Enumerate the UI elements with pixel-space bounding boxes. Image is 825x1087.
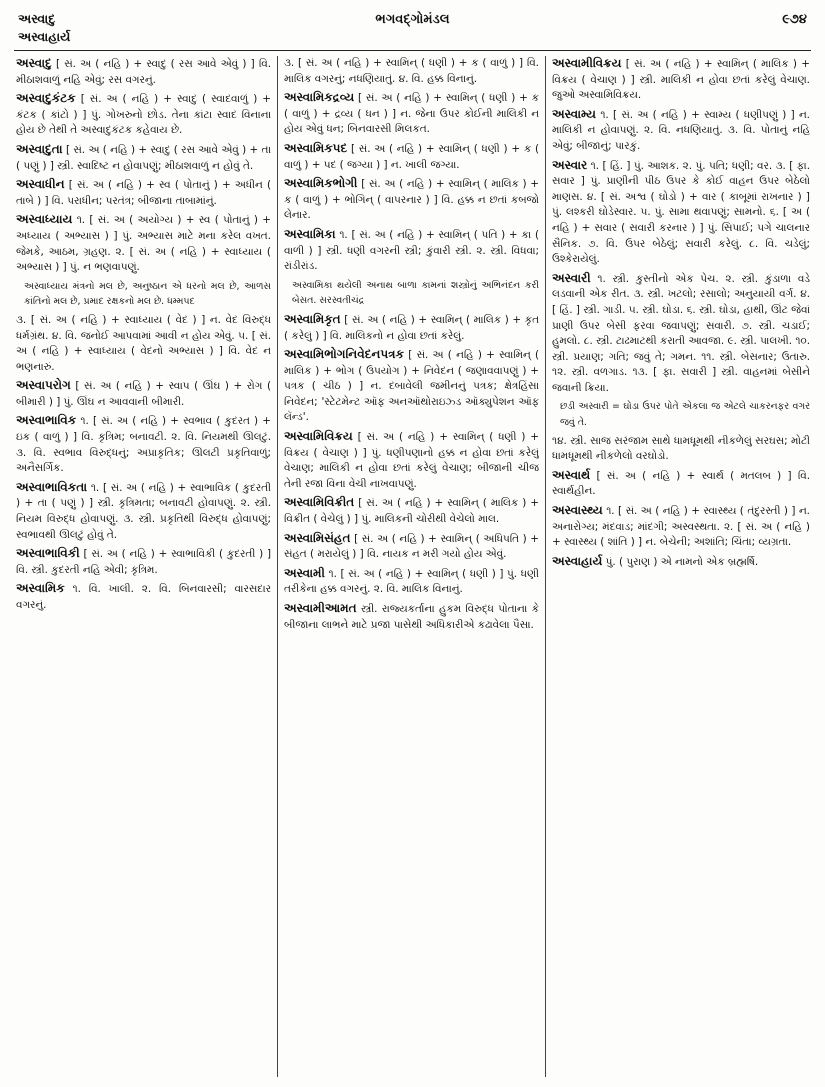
definition: [ સં. અ ( નહિ ) + સ્વામિન્ ( ધણી ) + ક ( વાળું ) + પદ ( જગ્યા ) ] ન. ખાલી જગ્યા. (284, 142, 539, 171)
page-title: ભગવદ્ગોમંડલ (375, 12, 450, 27)
headword: અસ્વામી (284, 565, 325, 580)
dictionary-entry (552, 554, 810, 571)
headword: અસ્વામિક (16, 581, 65, 596)
definition: પું. ( પુરાણ ) એ નામનો એક બ્રહ્મર્ષિ. (605, 555, 759, 568)
quotation (292, 278, 539, 309)
headword: અસ્વાદુ (16, 56, 52, 70)
dictionary-entry (284, 90, 539, 138)
dictionary-entry (552, 434, 810, 465)
definition: ૧. [ સં. અ ( નહિ ) + સ્વામિન્ ( પતિ ) + કા ( વાળી ) ] સ્ત્રી. ધણી વગરની સ્ત્રી; કુંવારી સ્ત્રી. ૨. સ્ત્રી. વિધવા; રાંડીરાંડ. (284, 228, 539, 273)
dictionary-entry (16, 91, 271, 139)
headword: અસ્વારી (552, 270, 591, 285)
definition: ૧. [ સં. અ ( નહિ ) + સ્વાભાવિક ( કુદરતી ) + તા ( પણું ) ] સ્ત્રી. કૃત્રિમતા; બનાવટી હોવાપણું. ૨. સ્ત્રી. નિયમ વિરુદ્ધ હોવાપણું. ૩. સ્ત્રી. પ્રકૃતિથી વિરુદ્ધ હોવાપણું; સ્વભાવથી ઊલટું હોવું તે. (16, 481, 271, 541)
definition: [ સં. અ ( નહિ ) + સ્વામિન્ ( માલિક ) + કૃત ( કરેલું ) ] વિ. માલિકનો ન હોવા છતાં કરેલું. (284, 313, 539, 342)
dictionary-entry (284, 495, 539, 527)
definition: અસ્વાધ્યાય મંત્રનો મલ છે, અનુષ્ઠાન એ ધરનો મલ છે, આળસ કાંતિનો મલ છે, પ્રમાદ રક્ષકનો મલ છે. ધમ્મપદ (24, 280, 271, 308)
dictionary-entry (552, 158, 810, 268)
headword: અસ્વાભાવિકતા (16, 479, 88, 494)
headword: અસ્વામ્ય (552, 106, 597, 121)
definition: [ સં. અ ( નહિ ) + સ્વામિન્ ( માલિક ) + વિક્રય ( વેચાણ ) ] સ્ત્રી. માલિકી ન હોવા છતાં કરેલું વેચાણ. જુઓ અસ્વામિવિક્રય. (552, 58, 810, 102)
dictionary-entry (284, 227, 539, 275)
headword: અસ્વાપરોગ (16, 378, 71, 393)
definition: ૩. [ સં. અ ( નહિ ) + સ્વાધ્યાય ( વેદ ) ] ન. વેદ વિરુદ્ધ ધર્મગ્રંથ. ૪. વિ. જનોઈ આપવામાં આવી ન હોય એવું. ૫. [ સં. અ ( નહિ ) + સ્વાધ્યાય ( વેદનો અભ્યાસ ) ] વિ. વેદ ન ભણનારું. (16, 313, 271, 373)
definition: [ સં. અ ( નહિ ) + સ્વામિન્ ( ધણી ) + વિક્રય ( વેચાણ ) ] પું. ધણીપણાનો હક્ક ન હોવા છતાં કરેલું વેચાણ; માલિકી ન હોવા છતાં કરેલું વેચાણ; બીજાની ચીજ તેની રજા વિના વેચી નાખવાપણું. (284, 431, 539, 490)
definition: ૧. [ સં. અ ( અયોગ્ય ) + સ્વ ( પોતાનું ) + અધ્યાય ( અભ્યાસ ) ] પું. અભ્યાસ માટે મના કરેલ વખત. જેમકે, આઠમ, ગ્રહણ. ૨. [ સં. અ ( નહિ ) + સ્વાધ્યાય ( અભ્યાસ ) ] પું. ન ભણવાપણું. (16, 214, 271, 274)
headword: અસ્વાભાવિકી (16, 546, 80, 561)
definition: ૧. [ સં. અ ( નહિ ) + સ્વભાવ ( કુદરત ) + ઇક ( વાળું ) ] વિ. કૃત્રિમ; બનાવટી. ૨. વિ. નિયમથી ઊલટું. ૩. વિ. સ્વભાવ વિરુદ્ધનું; અપ્રાકૃતિક; ઊલટી પ્રકૃતિવાળું; અનૈસર્ગિક. (16, 415, 271, 475)
page-number: ૯૭૪ (782, 12, 807, 27)
definition: ૧૪. સ્ત્રી. સાજ સરંજામ સાથે ધામધૂમથી નીકળેલું સરઘસ; મોટી ધામધૂમથી નીકળેલો વરઘોડો. (552, 434, 810, 463)
definition: અસ્વામિકા થયેલી અનાથ બાળા કામનાં શસ્ત્રોનું અભિનંદન કરી બેસત. સરસ્વતીચંદ્ર (292, 279, 539, 307)
definition: ૧. [ સં. અ ( નહિ ) + સ્વાસ્થ્ય ( તંદુરસ્તી ) ] ન. અનારોગ્ય; મંદવાડ; માંદગી; અસ્વસ્થતા. ૨. [ સં. અ ( નહિ ) + સ્વાસ્થ્ય ( શાંતિ ) ] ન. બેચેની; અશાંતિ; ચિંતા; વ્યગ્રતા. (552, 505, 810, 549)
dictionary-entry (284, 56, 539, 87)
quotation (560, 399, 810, 430)
column-2 (284, 56, 539, 1079)
dictionary-entry (16, 581, 271, 613)
headword: અસ્વામિકદ્રવ્ય (284, 90, 355, 105)
definition: [ સં. અ ( નહિ ) + સ્વામિન્ ( અધિપતિ ) + સંહત ( મરાયેલું ) ] વિ. નાયક ન મરી ગયો હોય એવું. (284, 532, 539, 561)
headword: અસ્વાર્થ (552, 467, 591, 482)
headword: અસ્વાર (552, 157, 588, 172)
column-divider (545, 56, 546, 1077)
headword: અસ્વાધ્યાય (16, 212, 73, 227)
headword: અસ્વામિસંહત (284, 530, 351, 545)
headword: અસ્વામિકૃત (284, 311, 341, 326)
dictionary-entry (284, 141, 539, 173)
headword: અસ્વાહાર્ય (552, 553, 603, 568)
column-3 (552, 56, 810, 1079)
quotation (24, 279, 271, 310)
definition: [ સં. અ ( નહિ ) + સ્વાભાવિકી ( કુદરતી ) ] વિ. સ્ત્રી. કુદરતી નહિ એવી; કૃત્રિમ. (16, 548, 271, 576)
dictionary-entry (284, 347, 539, 426)
headword: અસ્વામીઆમત (284, 601, 357, 615)
definition: છડી અસ્વારી = ઘોડા ઉપર પોતે એકલા જ એટલે ચાકરનફર વગર જવું તે. (560, 401, 810, 429)
definition: [ સં. અ ( નહિ ) + સ્વાદુ ( રસ આવે એવું ) + તા ( પણું ) ] સ્ત્રી. સ્વાદિષ્ટ ન હોવાપણું; મીઠાશવાળું ન હોવું તે. (16, 143, 271, 172)
page-header (0, 0, 825, 52)
dictionary-entry (16, 56, 271, 88)
definition: ૧. [ સં. અ ( નહિ ) + સ્વામિન્ ( ધણી ) ] પું. ધણી તરીકેના હક્ક વગરનું. ૨. વિ. માલિક વિનાનું. (284, 567, 539, 596)
column-divider (277, 56, 278, 1077)
headword: અસ્વામિભોગનિવેદનપત્રક (284, 347, 404, 362)
headword: અસ્વામિવિક્રીત (284, 495, 355, 510)
definition: ૧. વિ. ખાલી. ૨. વિ. બિનવારસી; વારસદાર વગરનું. (16, 583, 271, 611)
definition: [ સં. અ ( નહિ ) + સ્વામિન્ ( માલિક ) + ક ( વાળું ) + ભોગિન્ ( વાપરનાર ) ] વિ. હક્ક ન છતાં કબજો લેનાર. (284, 178, 539, 222)
dictionary-entry (16, 378, 271, 410)
dictionary-entry (16, 212, 271, 275)
definition: ૩. [ સં. અ ( નહિ ) + સ્વામિન્ ( ધણી ) + ક ( વાળું ) ] વિ. માલિક વગરનું; નધણિયાતું. ૪. વિ. હક્ક વિનાનું. (284, 57, 539, 85)
dictionary-entry (16, 413, 271, 476)
dictionary-entry (284, 601, 539, 633)
definition: [ સં. અ ( નહિ ) + સ્વાર્થ ( મતલબ ) ] વિ. સ્વાર્થહીન. (552, 469, 810, 498)
dictionary-entry (16, 142, 271, 174)
definition: [ સં. અ ( નહિ ) + સ્વામિન્ ( માલિક ) + વિક્રીત ( વેચેલું ) ] પું. માલિકની ચોરીથી વેચેલો માલ. (284, 497, 539, 526)
dictionary-entry (16, 313, 271, 375)
dictionary-entry (552, 503, 810, 551)
dictionary-entry (16, 546, 271, 578)
headword: અસ્વામિવિક્રય (284, 429, 353, 444)
headword: અસ્વામીવિક્રય (552, 56, 622, 70)
definition: ૧. [ સં. અ ( નહિ ) + સ્વામ્ય ( ધણીપણું ) ] ન. માલિકી ન હોવાપણું. ૨. વિ. નધણિયાતું. ૩. વિ. પોતાનું નહિ એવું; બીજાનું; પારકું. (552, 108, 810, 152)
definition: ૧. સ્ત્રી. કુસ્તીનો એક પેચ. ૨. સ્ત્રી. કુંડાળા વડે લડવાની એક રીત. ૩. સ્ત્રી. ખટલો; રસાલો; અનુયાયી વર્ગ. ૪. [ હિં. ] સ્ત્રી. ગાડી. ૫. સ્ત્રી. ઘોડા. ૬. સ્ત્રી. ઘોડા, હાથી, ઊંટ જેવાં પ્રાણી ઉપર બેસી ફરવા જવાપણું; સવારી. ૭. સ્ત્રી. ચડાઈ; હુમલો. ૮. સ્ત્રી. ટાઢમાટથી કરાતી આવજા. ૯. સ્ત્રી. પાલખી. ૧૦. સ્ત્રી. પ્રયાણ; ગતિ; જવું તે; ગમન. ૧૧. સ્ત્રી. બેસનાર; ઉતારુ. ૧૨. સ્ત્રી. વળગાડ. ૧૩. [ ફા. સવારી ] સ્ત્રી. વાહનમાં બેસીને જવાની ક્રિયા. (552, 272, 810, 394)
guide-word-first: અસ્વાદુ (18, 11, 56, 26)
headword: અસ્વાધીન (16, 177, 65, 192)
headword: અસ્વાદુતા (16, 141, 63, 156)
dictionary-entry (284, 429, 539, 492)
headword: અસ્વાભાવિક (16, 413, 77, 428)
headword: અસ્વામિકપદ (284, 140, 348, 155)
dictionary-entry (552, 468, 810, 500)
header-rule (14, 50, 811, 51)
dictionary-entry (16, 177, 271, 209)
dictionary-entry (552, 107, 810, 155)
headword: અસ્વાસ્થ્ય (552, 503, 603, 518)
headword: અસ્વામિકા (284, 226, 336, 241)
column-1 (16, 56, 271, 1079)
dictionary-entry (552, 271, 810, 397)
dictionary-entry (16, 480, 271, 543)
dictionary-entry (284, 176, 539, 224)
dictionary-entry (284, 312, 539, 344)
dictionary-entry (552, 56, 810, 104)
headword: અસ્વાદુકંટક (16, 91, 76, 106)
dictionary-entry (284, 531, 539, 563)
definition: [ સં. અ ( નહિ ) + સ્વાદુ ( સ્વાદવાળું ) + કંટક ( કાંટો ) ] પું. ગોખરુનો છોડ. તેના કાંટા સ્વાદ વિનાના હોય છે તેથી તે અસ્વાદુકંટક કહેવાય છે. (16, 93, 271, 137)
definition: [ સં. અ ( નહિ ) + સ્વાપ ( ઊંઘ ) + રોગ ( બીમારી ) ] પું. ઊંઘ ન આવવાની બીમારી. (16, 380, 271, 408)
definition: સ્ત્રી. રાજ્યકર્તાના હુકમ વિરુદ્ધ પોતાના કે બીજાના લાભને માટે પ્રજા પાસેથી અધિકારીએ કઢાવેલા પૈસા. (284, 603, 539, 631)
definition: [ સં. અ ( નહિ ) + સ્વાદુ ( રસ આવે એવું ) ] વિ. મીઠાશવાળું નહિ એવું; રસ વગરનું. (16, 58, 271, 86)
dictionary-entry (284, 566, 539, 598)
headword: અસ્વામિકભોગી (284, 176, 358, 191)
definition: ૧. [ હિં. ] પું. આશક. ૨. પું. પતિ; ધણી; વર. ૩. [ ફા. સવાર ] પું. પ્રાણીની પીઠ ઉપર કે કોઈ વાહન ઉપર બેઠેલો માણસ. ૪. [ સં. અશ્વ ( ઘોડો ) + વાર ( કાબૂમાં રાખનાર ) ] પું. લશ્કરી ઘોડેસ્વાર. ૫. પું. સામા થવાપણું; સામનો. ૬. [ અ ( નહિ ) + સવાર ( સવારી કરનાર ) ] પું. સિપાઈ; પગે ચાલનાર સૈનિક. ૭. વિ. ઉપર બેઠેલું; સવારી કરેલું. ૮. વિ. ચડેલું; ઉશ્કેરાયેલું. (552, 159, 810, 266)
guide-word-last: અસ્વાહાર્ય (18, 29, 71, 44)
definition: [ સં. અ ( નહિ ) + સ્વામિન્ ( માલિક ) + ભોગ ( ઉપયોગ ) + નિવેદન ( જણાવવાપણું ) + પત્રક ( ચીઠ ) ] ન. દબાવેલી જમીનનું પત્રક; ક્ષેત્રહિંસા નિવેદન; 'સ્ટેટમેન્ટ ઑફ અનઑથોરાઇઝ્ડ ઑક્યુપેશન ઑફ લૅન્ડ'. (284, 349, 539, 424)
definition: [ સં. અ ( નહિ ) + સ્વામિન્ ( ધણી ) + ક ( વાળું ) + દ્રવ્ય ( ધન ) ] ન. જેના ઉપર કોઈની માલિકી ન હોય એવું ધન; બિનવારસી મિલકત. (284, 92, 539, 136)
definition: [ સં. અ ( નહિ ) + સ્વ ( પોતાનું ) + અધીન ( તાબે ) ] વિ. પરાધીન; પરતંત્ર; બીજાના તાબામાંનું. (16, 179, 271, 207)
